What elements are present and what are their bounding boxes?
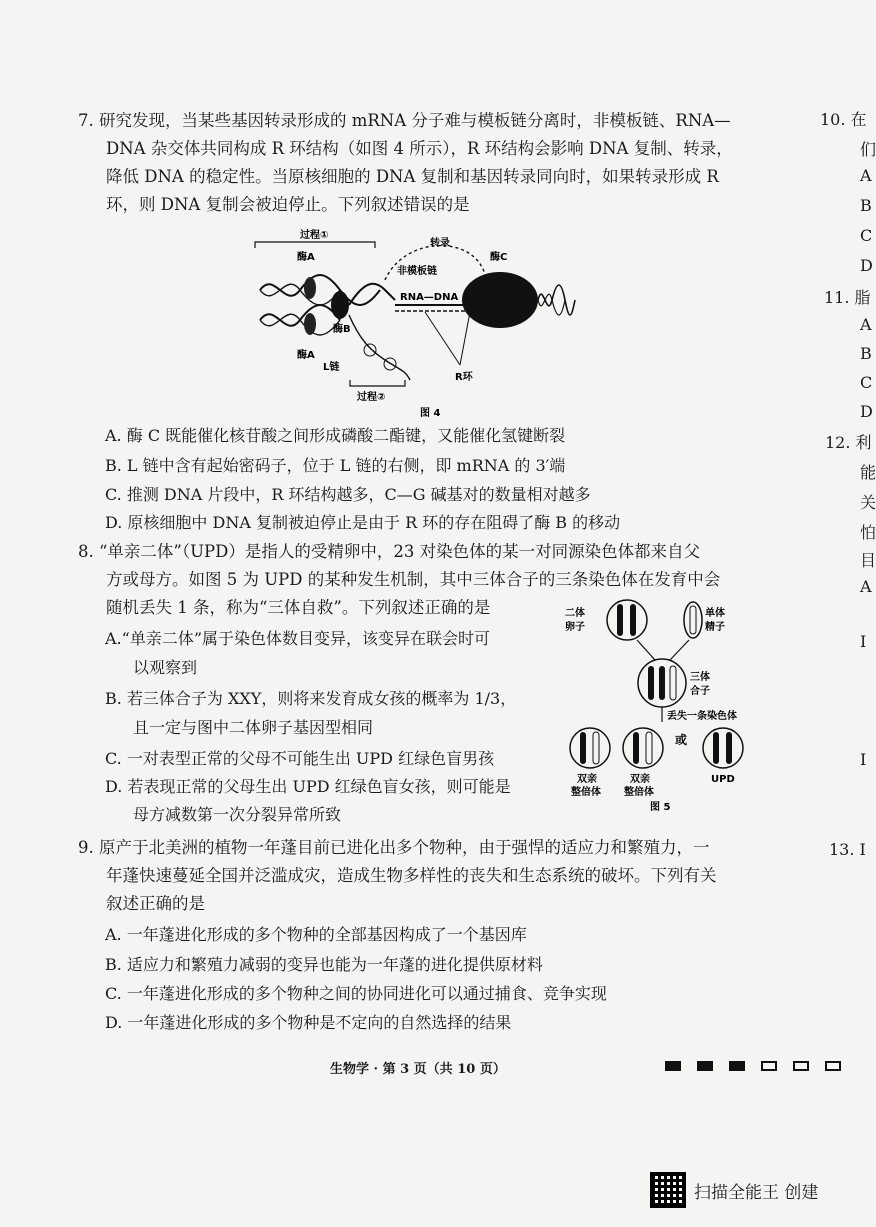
q7-option-a: A. 酶 C 既能催化核苷酸之间形成磷酸二酯键，又能催化氢键断裂 <box>105 426 566 445</box>
q8-stem-line: 随机丢失 1 条，称为“三体自救”。下列叙述正确的是 <box>106 598 491 617</box>
fig4-caption: 图 4 <box>420 408 441 419</box>
q8-option-a: A.“单亲二体”属于染色体数目变异，该变异在联会时可 <box>105 629 491 648</box>
right-col-text: A <box>860 166 872 185</box>
fig5-biparental-1b: 整倍体 <box>571 787 601 798</box>
fig4-r-loop: R环 <box>455 372 473 383</box>
q9-stem <box>78 834 758 918</box>
fig5-sperm-label-1: 单体 <box>705 608 725 619</box>
q7-stem-line: 环，则 DNA 复制会被迫停止。下列叙述错误的是 <box>106 195 470 214</box>
fig5-upd-label: UPD <box>711 774 735 785</box>
right-col-text: B <box>860 344 872 363</box>
q9-stem-line: 年蓬快速蔓延全国并泛滥成灾，造成生物多样性的丧失和生态系统的破坏。下列有关 <box>106 866 717 885</box>
empty-square-icon <box>793 1061 809 1071</box>
filled-square-icon <box>665 1061 681 1071</box>
filled-square-icon <box>697 1061 713 1071</box>
q9-option-b: B. 适应力和繁殖力减弱的变异也能为一年蓬的进化提供原材料 <box>105 955 543 974</box>
progress-marks <box>665 1061 841 1071</box>
fig5-or: 或 <box>675 733 688 747</box>
right-col-text: 关 <box>860 493 876 512</box>
scanner-text: 扫描全能王 创建 <box>694 1182 819 1203</box>
right-col-text: 目 <box>860 551 876 570</box>
fig5-sperm-label-2: 精子 <box>705 622 725 633</box>
right-col-text: 能 <box>860 463 876 482</box>
fig5-biparental-1a: 双亲 <box>577 774 597 785</box>
q7-option-b: B. L 链中含有起始密码子，位于 L 链的右侧，即 mRNA 的 3′端 <box>105 456 566 475</box>
right-col-text: A <box>860 315 872 334</box>
fig5-lose-label: 丢失一条染色体 <box>667 711 737 722</box>
figure-5-upd-diagram <box>555 598 765 813</box>
q8-option-d: D. 若表现正常的父母生出 UPD 红绿色盲女孩，则可能是 <box>105 777 511 796</box>
q9-option-a: A. 一年蓬进化形成的多个物种的全部基因构成了一个基因库 <box>105 925 527 944</box>
fig4-hybrid: RNA—DNA <box>400 292 459 303</box>
fig4-process2-label: 过程② <box>357 392 386 403</box>
right-col-text: I <box>860 632 867 651</box>
fig4-enzyme-b: 酶B <box>333 324 351 335</box>
fig4-transcription: 转录 <box>430 238 450 249</box>
fig5-egg-label-2: 卵子 <box>565 622 585 633</box>
right-col-text: 11. 脂 <box>824 288 871 307</box>
page-number: 生物学 · 第 3 页（共 10 页） <box>330 1062 506 1077</box>
q8-stem-line: 方或母方。如图 5 为 UPD 的某种发生机制，其中三体合子的三条染色体在发育中会 <box>106 570 721 589</box>
figure-4-r-loop-diagram <box>245 220 575 420</box>
right-col-text: 12. 利 <box>825 433 872 452</box>
q7-stem <box>78 107 758 219</box>
q9-option-c: C. 一年蓬进化形成的多个物种之间的协同进化可以通过捕食、竞争实现 <box>105 984 607 1003</box>
filled-square-icon <box>729 1061 745 1071</box>
q7-stem-line: 7. 研究发现，当某些基因转录形成的 mRNA 分子难与模板链分离时，非模板链、RNA— <box>78 111 731 130</box>
qr-code-icon <box>650 1172 686 1208</box>
fig4-enzyme-a-bottom: 酶A <box>297 350 315 361</box>
q7-stem-line: DNA 杂交体共同构成 R 环结构（如图 4 所示），R 环结构会影响 DNA 复制、转录， <box>106 139 733 158</box>
q8-option-a-cont: 以观察到 <box>133 658 198 677</box>
right-col-text: 们 <box>860 140 876 159</box>
right-col-text: B <box>860 196 872 215</box>
q7-option-c: C. 推测 DNA 片段中，R 环结构越多，C—G 碱基对的数量相对越多 <box>105 485 591 504</box>
q8-option-c: C. 一对表型正常的父母不可能生出 UPD 红绿色盲男孩 <box>105 749 495 768</box>
fig5-trisomy-label-1: 三体 <box>690 672 710 683</box>
fig4-enzyme-c: 酶C <box>490 252 508 263</box>
q8-option-d-cont: 母方减数第一次分裂异常所致 <box>133 805 342 824</box>
right-col-text: D <box>860 256 873 275</box>
scanner-watermark <box>650 1172 818 1208</box>
q8-option-b: B. 若三体合子为 XXY，则将来发育成女孩的概率为 1/3， <box>105 689 517 708</box>
right-col-text: C <box>860 226 873 245</box>
q9-stem-line: 叙述正确的是 <box>106 894 205 913</box>
empty-square-icon <box>761 1061 777 1071</box>
right-col-text: D <box>860 402 873 421</box>
q9-option-d: D. 一年蓬进化形成的多个物种是不定向的自然选择的结果 <box>105 1013 512 1032</box>
right-col-text: 怕 <box>860 523 876 542</box>
fig5-biparental-2b: 整倍体 <box>624 787 654 798</box>
fig5-trisomy-label-2: 合子 <box>690 686 710 697</box>
q7-stem-line: 降低 DNA 的稳定性。当原核细胞的 DNA 复制和基因转录同向时，如果转录形成 R <box>106 167 719 186</box>
right-col-text: C <box>860 373 873 392</box>
fig5-biparental-2a: 双亲 <box>630 774 650 785</box>
q8-stem-line: 8. “单亲二体”（UPD）是指人的受精卵中，23 对染色体的某一对同源染色体都来自父 <box>78 542 701 561</box>
empty-square-icon <box>825 1061 841 1071</box>
fig4-l-strand: L链 <box>323 362 340 373</box>
fig4-enzyme-a-top: 酶A <box>297 252 315 263</box>
fig5-egg-label-1: 二体 <box>565 608 585 619</box>
right-col-text: A <box>860 577 872 596</box>
q7-option-d: D. 原核细胞中 DNA 复制被迫停止是由于 R 环的存在阻碍了酶 B 的移动 <box>105 513 621 532</box>
right-col-text: 13. I <box>829 840 866 859</box>
fig4-nontemplate: 非模板链 <box>397 266 437 277</box>
right-col-text: I <box>860 750 867 769</box>
right-col-text: 10. 在 <box>820 110 867 129</box>
q8-option-b-cont: 且一定与图中二体卵子基因型相同 <box>133 718 374 737</box>
fig4-process1-label: 过程① <box>300 230 329 241</box>
q9-stem-line: 9. 原产于北美洲的植物一年蓬目前已进化出多个物种，由于强悍的适应力和繁殖力，一 <box>78 838 710 857</box>
fig5-caption: 图 5 <box>650 802 671 813</box>
